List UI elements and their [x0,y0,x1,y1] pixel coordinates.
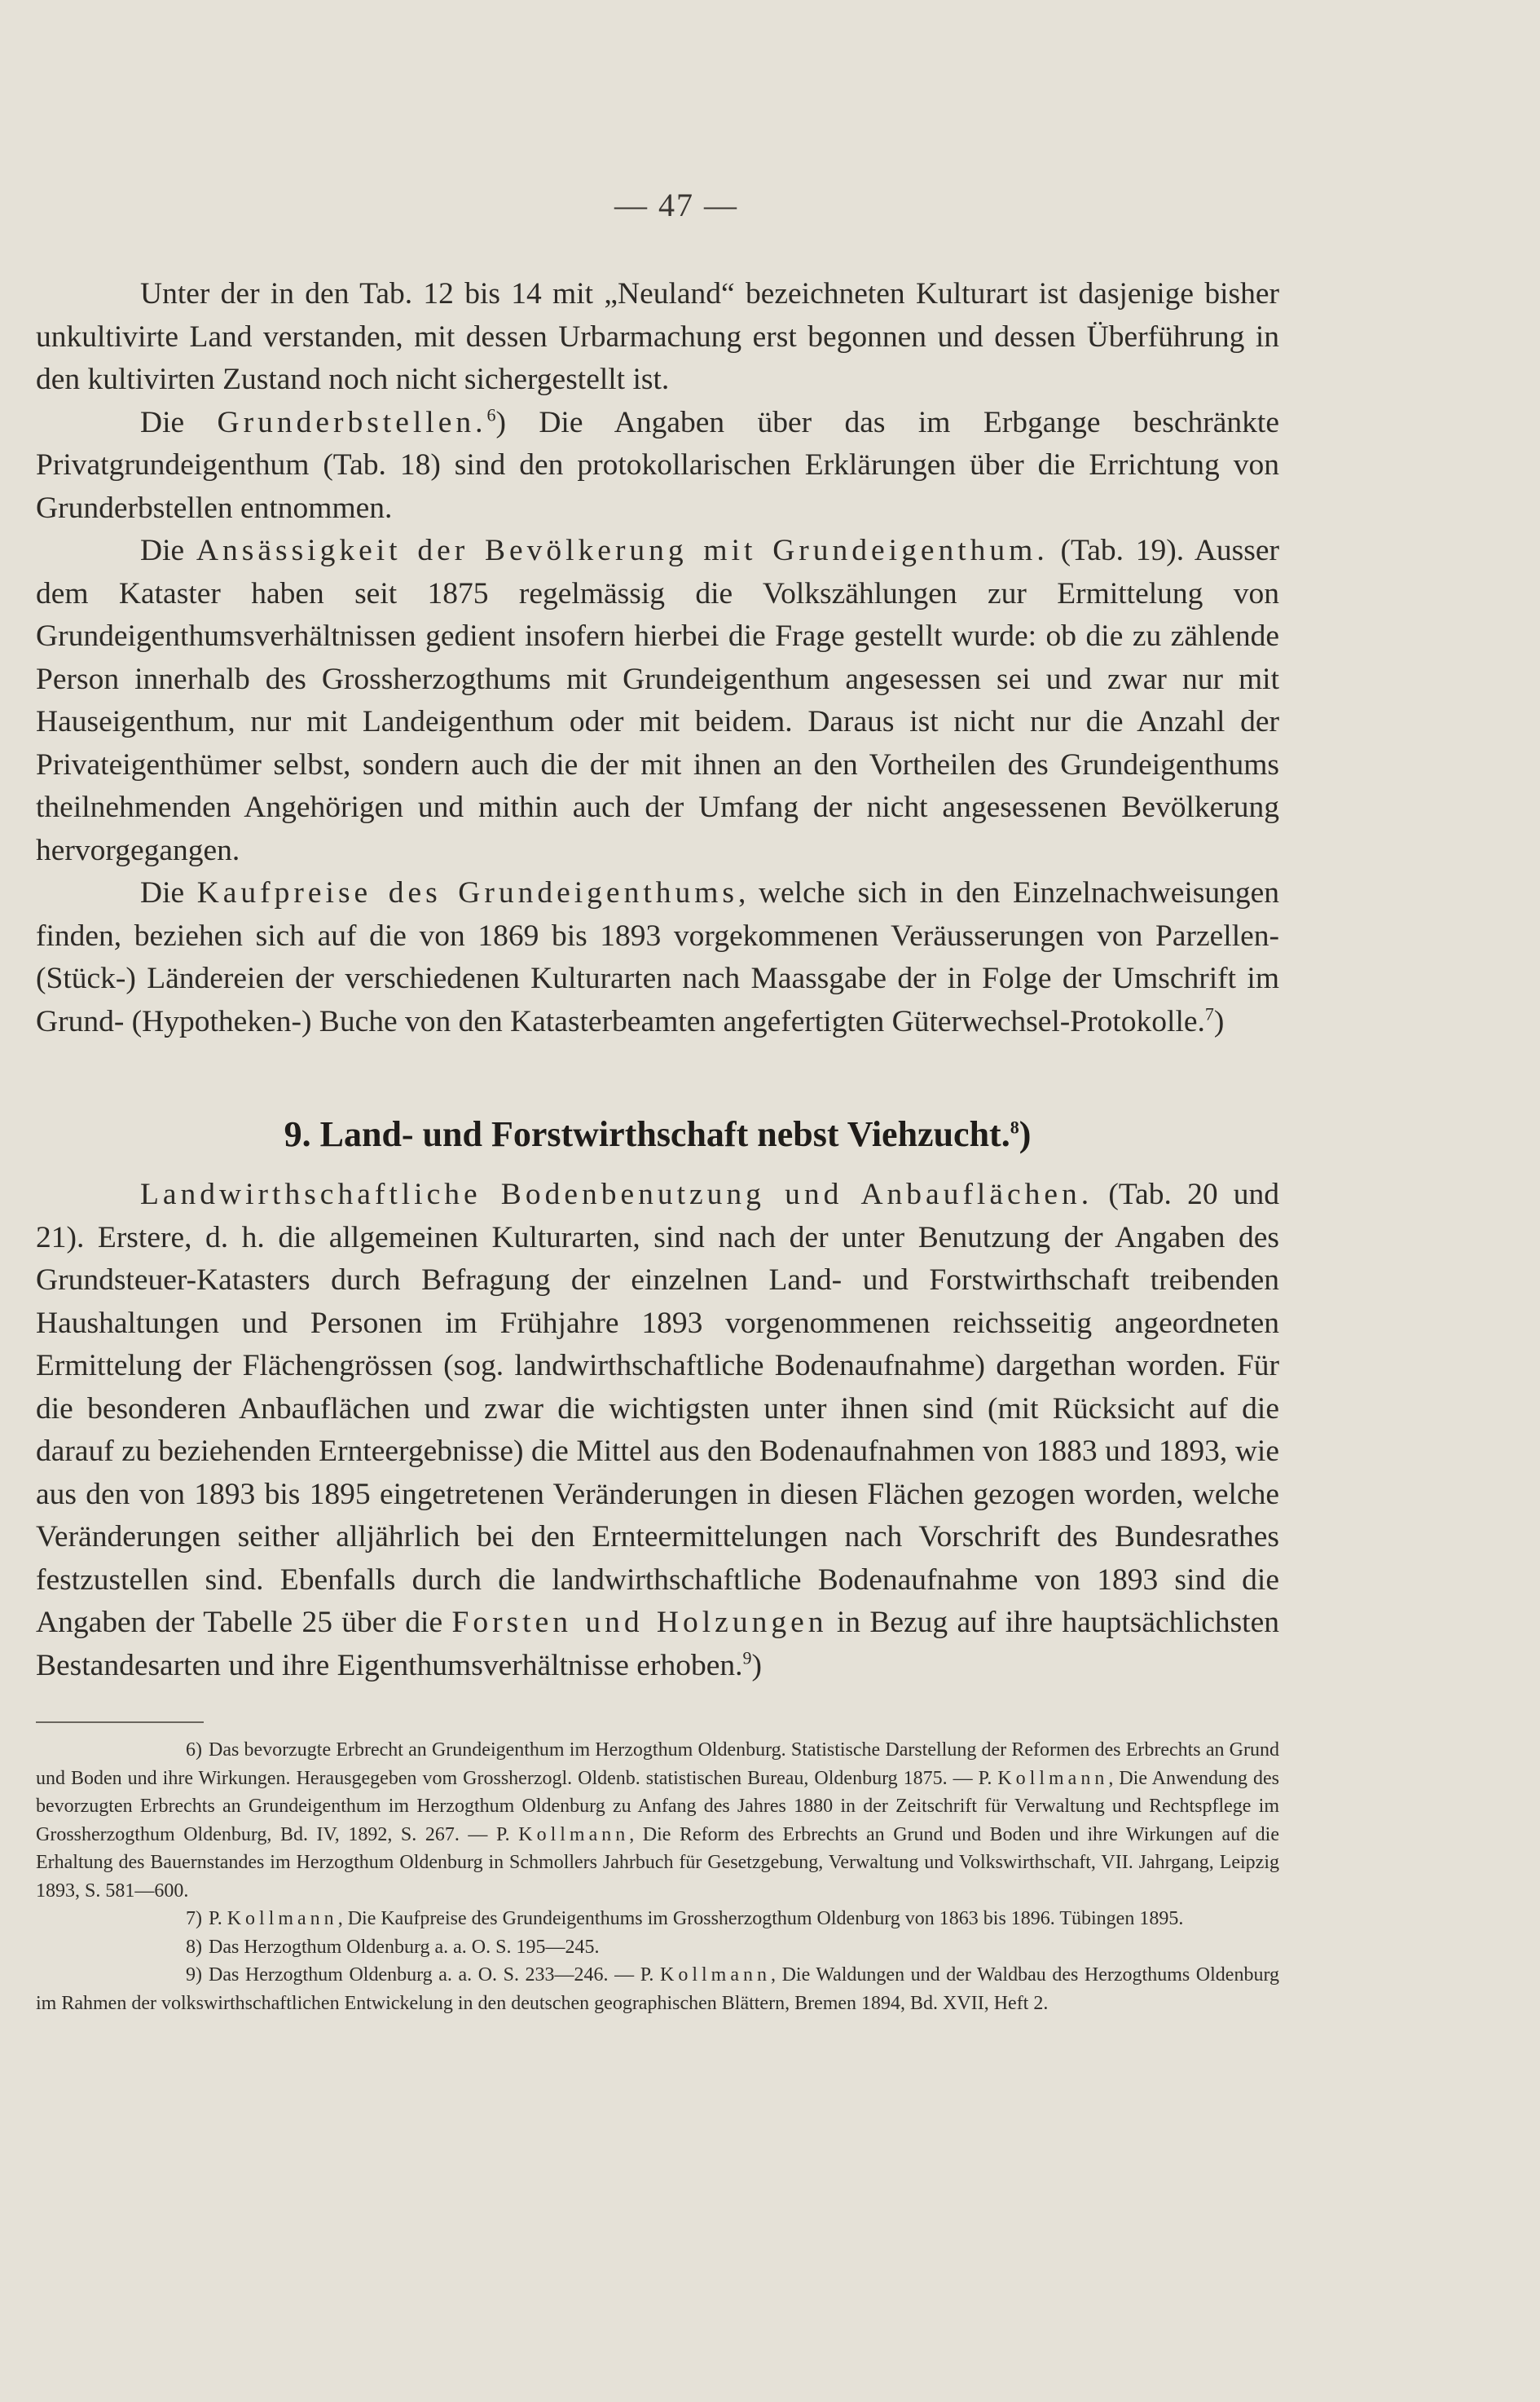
text-run: , Die Reform des Erbrechts an Grund und Boden und ihre Wirkungen auf die Erhaltung des Bauernstandes im Herzogthum Oldenburg in Schmollers Jahrbuch für Gesetzgebung, Verwaltung und Volkswirthschaft, VII. Jahrgang, Leipzig 1893, S. 581—600. [36,1823,1280,1902]
spaced-term: Kollmann [518,1823,630,1845]
paragraph-kaufpreise [36,872,1279,1043]
footnote-number: 6) [186,1739,202,1761]
text-run: P. [209,1908,227,1929]
spaced-term: Grunderbstellen. [217,405,487,439]
text-run: ) [751,1648,762,1682]
text-run: Die [140,534,196,567]
text-run: ) Die Angaben über das im Erbgange beschränkte Privatgrundeigenthum (Tab. 18) sind den protokollarischen Erklärungen über die Errichtung von Grunderbstellen entnommen. [36,405,1279,525]
footnote-6 [36,1736,1279,1905]
body-text [36,273,1279,2017]
footnote-9 [36,1961,1279,2017]
paragraph-neuland [36,273,1279,402]
text-run: , Die Waldungen und der Waldbau des Herzogthums Oldenburg im Rahmen der volkswirthschaftlichen Entwickelung in den deutschen geographischen Blättern, Bremen 1894, Bd. XVII, Heft 2. [36,1964,1280,2014]
paragraph-ansaessigkeit [36,530,1279,872]
spaced-term: Landwirthschaftliche Bodenbenutzung und Anbauflächen. [140,1178,1093,1211]
spaced-term: Kollmann [660,1964,771,1986]
spaced-term: Kollmann [997,1767,1109,1789]
text-run: , Die Kaufpreise des Grundeigenthums im Grossherzogthum Oldenburg von 1863 bis 1896. Tübingen 1895. [337,1908,1184,1929]
footnote-ref: 7 [1204,1003,1214,1024]
footnotes [36,1736,1279,2017]
text-run: ) [1213,1004,1225,1038]
text-run: Das Herzogthum Oldenburg a. a. O. S. 195—245. [209,1936,600,1958]
paragraph-bodenbenutzung [36,1174,1279,1687]
text-run: in Bezug auf ihre hauptsächlichsten Bestandesarten und ihre Eigenthumsverhältnisse erhoben. [36,1606,1279,1682]
spaced-term: Kollmann [227,1908,338,1929]
text-run: Das bevorzugte Erbrecht an Grundeigenthum im Herzogthum Oldenburg. Statistische Darstellung der Reformen des Erbrechts an Grund und Boden und ihre Wirkungen. Herausgegeben vom Grossherzogl. Oldenb. statistischen Bureau, Oldenburg 1875. — P. [36,1739,1279,1789]
section-heading [36,1112,1279,1157]
text-run: Das Herzogthum Oldenburg a. a. O. S. 233—246. — P. [209,1964,660,1986]
page-number: — 47 — [614,187,738,223]
footnote-ref: 6 [486,404,496,425]
section-heading-close: ) [1019,1114,1032,1154]
footnote-number: 7) [186,1908,202,1929]
footnote-number: 9) [186,1964,202,1986]
text-run: , Die Anwendung des bevorzugten Erbrechts an Grundeigenthum im Herzogthum Oldenburg zu Anfang des Jahres 1880 in der Zeitschrift für Verwaltung und Rechtspflege im Grossherzogthum Oldenburg, Bd. IV, 1892, S. 267. — P. [36,1767,1279,1845]
section-heading-text: 9. Land- und Forstwirthschaft nebst Viehzucht. [284,1114,1010,1154]
text-run: , welche sich in den Einzelnachweisungen finden, beziehen sich auf die von 1869 bis 1893 vorgekommenen Veräusserungen von Parzellen- (Stück-) Ländereien der verschiedenen Kulturarten nach Maassgabe der in Folge der Umschrift im Grund- (Hypotheken-) Buche von den Katasterbeamten angefertigten Güterwechsel-Protokolle. [36,876,1279,1038]
text-run: (Tab. 20 und 21). Erstere, d. h. die allgemeinen Kulturarten, sind nach der unter Benutzung der Angaben des Grundsteuer-Katasters durch Befragung der einzelnen Land- und Forstwirthschaft treibenden Haushaltungen und Personen im Frühjahre 1893 vorgenommenen reichsseitig angeordneten Ermittelung der Flächengrössen (sog. landwirthschaftliche Bodenaufnahme) dargethan worden. Für die besonderen Anbauflächen und zwar die wichtigsten unter ihnen sind (mit Rücksicht auf die darauf zu beziehenden Ernteergebnisse) die Mittel aus den Bodenaufnahmen von 1883 und 1893, wie aus den von 1893 bis 1895 eingetretenen Veränderungen in diesen Flächen gezogen worden, welche Veränderungen seither alljährlich bei den Ernteermittelungen nach Vorschrift des Bundesrathes festzustellen sind. Ebenfalls durch die landwirthschaftliche Bodenaufnahme von 1893 sind die Angaben der Tabelle 25 über die [36,1178,1279,1639]
footnote-ref: 9 [742,1647,752,1668]
section-heading-footnote-ref: 8 [1010,1117,1019,1138]
spaced-term: Kaufpreise des Grundeigenthums [196,876,739,910]
paragraph-grunderbstellen [36,402,1279,531]
footnote-divider [36,1721,204,1723]
footnote-8 [36,1933,1279,1962]
text-run: Die [140,876,197,910]
text-run: (Tab. 19). Ausser dem Kataster haben seit 1875 regelmässig die Volkszählungen zur Ermittelung von Grundeigenthumsverhältnissen gedient insofern hierbei die Frage gestellt wurde: ob die zu zählende Person innerhalb des Grossherzogthums mit Grundeigenthum angesessen sei und zwar nur mit Hauseigenthum, nur mit Landeigenthum oder mit beidem. Daraus ist nicht nur die Anzahl der Privateigenthümer selbst, sondern auch die der mit ihnen an den Vortheilen des Grundeigenthums theilnehmenden Angehörigen und mithin auch der Umfang der nicht angesessenen Bevölkerung hervorgegangen. [36,534,1279,867]
text-run: Unter der in den Tab. 12 bis 14 mit „Neuland“ bezeichneten Kulturart ist dasjenige bisher unkultivirte Land verstanden, mit dessen Urbarmachung erst begonnen und dessen Überführung in den kultivirten Zustand noch nicht sichergestellt ist. [36,277,1279,396]
spaced-term: Ansässigkeit der Bevölkerung mit Grundeigenthum. [196,534,1049,567]
text-run: Die [140,405,218,439]
footnote-7 [36,1905,1279,1933]
spaced-term: Forsten und Holzungen [451,1606,828,1639]
footnote-number: 8) [186,1936,202,1958]
